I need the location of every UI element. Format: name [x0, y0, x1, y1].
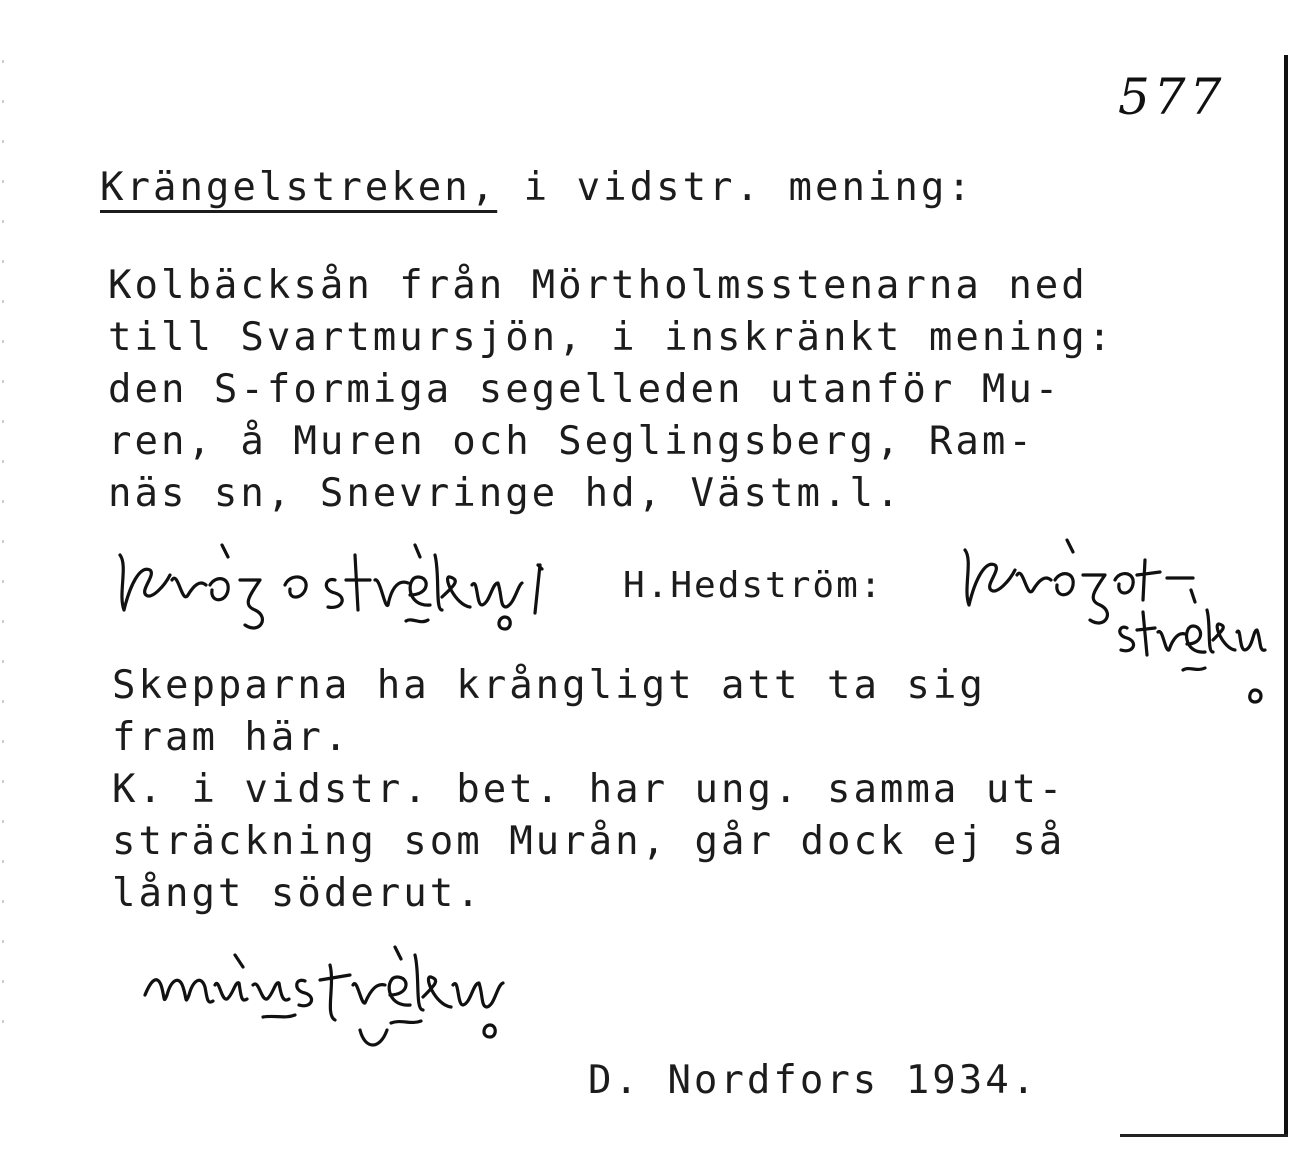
paragraph-line: till Svartmursjön, i inskränkt mening: [108, 315, 1115, 360]
paragraph-line: näs sn, Snevringe hd, Västm.l. [108, 471, 903, 516]
card-right-edge [1284, 55, 1288, 1135]
paragraph-line: långt söderut. [112, 871, 483, 916]
handwritten-pronunciation-1 [110, 525, 620, 635]
handwritten-pronunciation-3 [135, 925, 655, 1065]
headword: Krängelstreken, [100, 165, 498, 210]
hedstrom-attribution: H.Hedström: [623, 565, 884, 606]
paragraph-line: ren, å Muren och Seglingsberg, Ram- [108, 419, 1035, 464]
card-bottom-edge [1120, 1134, 1288, 1137]
paragraph-line: den S-formiga segelleden utanför Mu- [108, 367, 1062, 412]
paragraph-line: fram här. [112, 715, 351, 760]
card-left-edge [2, 60, 4, 1060]
paragraph-line: Kolbäcksån från Mörtholmsstenarna ned [108, 263, 1088, 308]
description-paragraph [108, 260, 1114, 520]
card-heading [100, 162, 974, 214]
heading-rest: i vidstr. mening: [497, 165, 974, 210]
paragraph-line: Skepparna ha krångligt att ta sig [112, 663, 986, 708]
card-number: 577 [1118, 68, 1226, 126]
paragraph-line: sträckning som Murån, går dock ej så [112, 819, 1066, 864]
paragraph-line: K. i vidstr. bet. har ung. samma ut- [112, 767, 1066, 812]
notes-paragraph [112, 660, 1065, 920]
signature-line: D. Nordfors 1934. [588, 1058, 1039, 1103]
